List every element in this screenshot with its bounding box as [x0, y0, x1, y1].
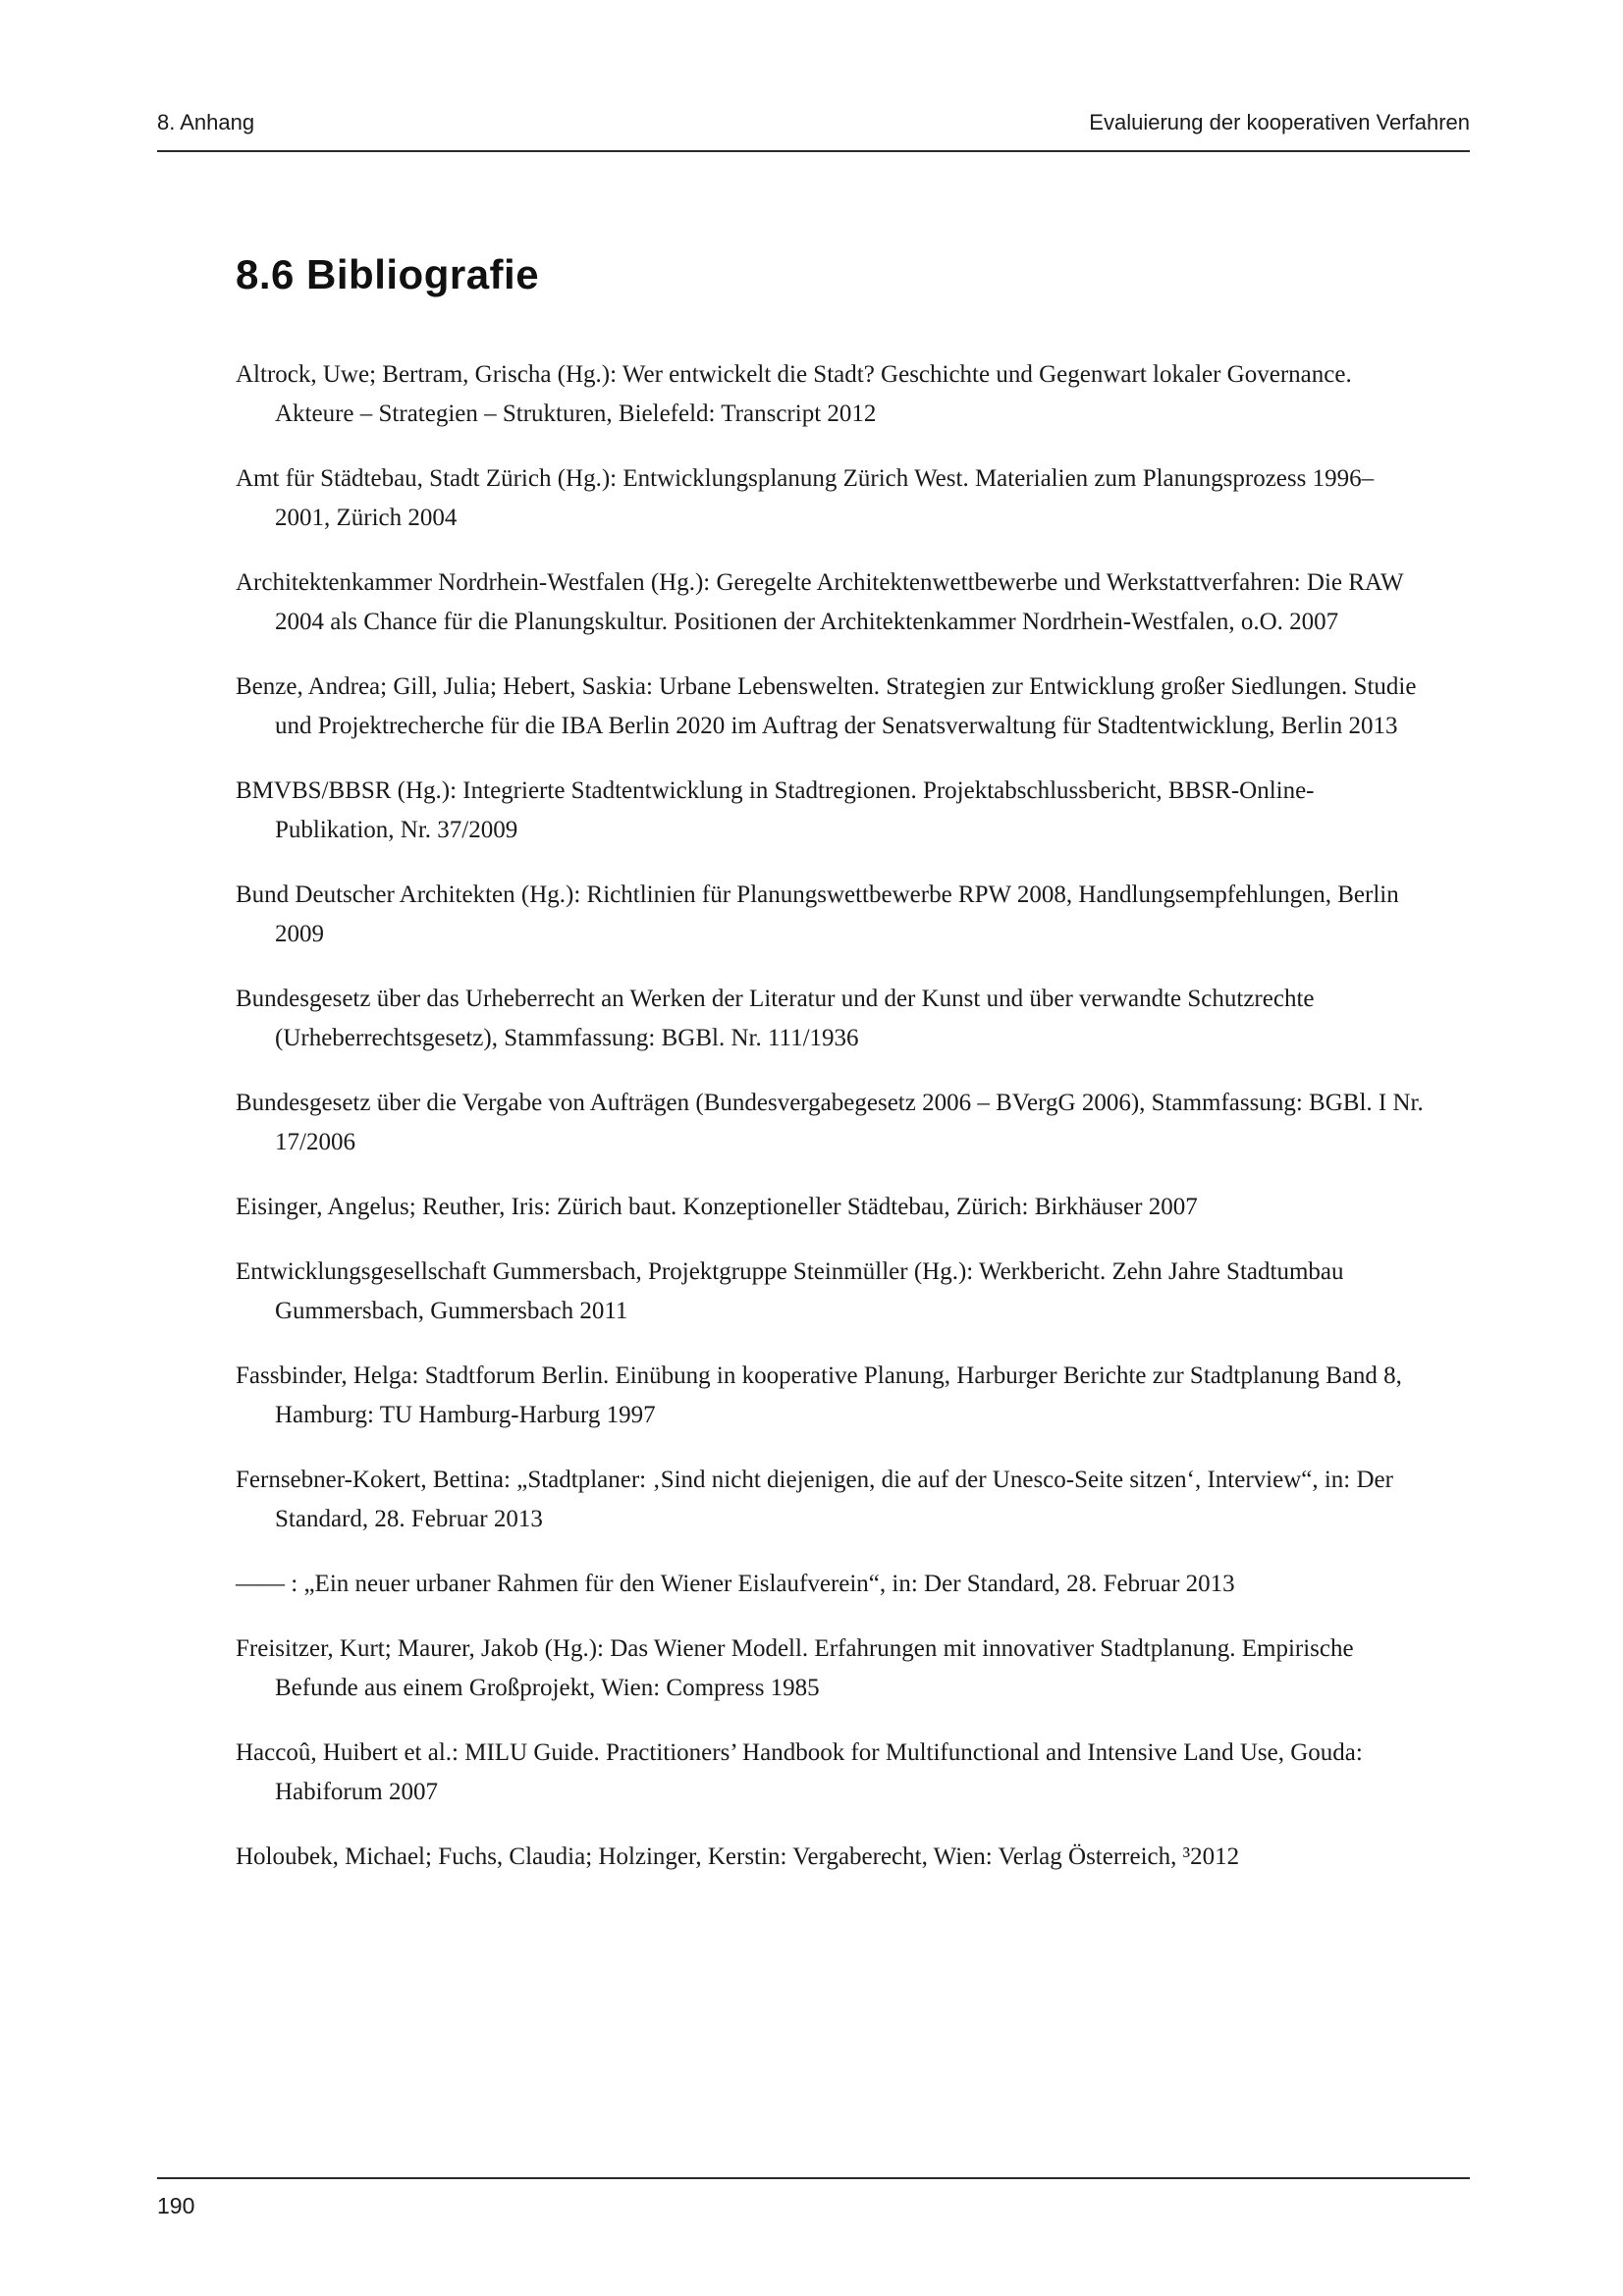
bibliography-entry: Eisinger, Angelus; Reuther, Iris: Zürich baut. Konzeptioneller Städtebau, Zürich: Birkhäuser 2007: [236, 1194, 1198, 1220]
bibliography-entry: Amt für Städtebau, Stadt Zürich (Hg.): Entwicklungsplanung Zürich West. Materialien zum Planungsprozess 1996–2001, Zürich 2004: [236, 465, 1375, 531]
header-left-text: 8. Anhang: [157, 110, 255, 134]
footer-divider: [157, 2177, 1470, 2179]
bibliography-entry: Holoubek, Michael; Fuchs, Claudia; Holzinger, Kerstin: Vergaberecht, Wien: Verlag Österreich, ³2012: [236, 1843, 1240, 1870]
bibliography-entry: Fernsebner-Kokert, Bettina: „Stadtplaner: ‚Sind nicht diejenigen, die auf der Unesco-Seite sitzen‘, Interview“, in: Der Standard, 28. Februar 2013: [236, 1467, 1393, 1532]
bibliography-entry: Bundesgesetz über die Vergabe von Aufträgen (Bundesvergabegesetz 2006 – BVergG 2006), Stammfassung: BGBl. I Nr. 17/2006: [236, 1090, 1424, 1155]
bibliography-entry: Bundesgesetz über das Urheberrecht an Werken der Literatur und der Kunst und über verwandte Schutzrechte (Urheberrechtsgesetz), Stammfassung: BGBl. Nr. 111/1936: [236, 986, 1315, 1051]
bibliography-entry: Fassbinder, Helga: Stadtforum Berlin. Einübung in kooperative Planung, Harburger Berichte zur Stadtplanung Band 8, Hamburg: TU Hamburg-Harburg 1997: [236, 1362, 1402, 1428]
bibliography-entry: —— : „Ein neuer urbaner Rahmen für den Wiener Eislaufverein“, in: Der Standard, 28. Februar 2013: [236, 1571, 1235, 1597]
bibliography-entry: Benze, Andrea; Gill, Julia; Hebert, Saskia: Urbane Lebenswelten. Strategien zur Entwicklung großer Siedlungen. Studie und Projektrecherche für die IBA Berlin 2020 im Auftrag der Senatsverwaltung für Stadtentwicklung, Berlin 2013: [236, 673, 1417, 739]
running-header: [157, 110, 1470, 135]
bibliography-entry: BMVBS/BBSR (Hg.): Integrierte Stadtentwicklung in Stadtregionen. Projektabschlussbericht, BBSR-Online-Publikation, Nr. 37/2009: [236, 777, 1315, 843]
bibliography-entry: Entwicklungsgesellschaft Gummersbach, Projektgruppe Steinmüller (Hg.): Werkbericht. Zehn Jahre Stadtumbau Gummersbach, Gummersbach 2011: [236, 1258, 1344, 1324]
bibliography-entry: Architektenkammer Nordrhein-Westfalen (Hg.): Geregelte Architektenwettbewerbe und Werkstattverfahren: Die RAW 2004 als Chance für die Planungskultur. Positionen der Architektenkammer Nordrhein-Westfalen, o.O. 2007: [236, 569, 1404, 635]
bibliography-list: [236, 355, 1424, 1902]
section-title: 8.6 Bibliografie: [236, 251, 540, 298]
bibliography-entry: Freisitzer, Kurt; Maurer, Jakob (Hg.): Das Wiener Modell. Erfahrungen mit innovativer Stadtplanung. Empirische Befunde aus einem Großprojekt, Wien: Compress 1985: [236, 1635, 1354, 1701]
bibliography-entry: Bund Deutscher Architekten (Hg.): Richtlinien für Planungswettbewerbe RPW 2008, Handlungsempfehlungen, Berlin 2009: [236, 881, 1399, 947]
header-right-text: Evaluierung der kooperativen Verfahren: [1089, 110, 1470, 134]
page-number: 190: [157, 2193, 195, 2218]
bibliography-entry: Haccoû, Huibert et al.: MILU Guide. Practitioners’ Handbook for Multifunctional and Intensive Land Use, Gouda: Habiforum 2007: [236, 1739, 1363, 1805]
header-divider: [157, 150, 1470, 152]
bibliography-entry: Altrock, Uwe; Bertram, Grischa (Hg.): Wer entwickelt die Stadt? Geschichte und Gegenwart lokaler Governance. Akteure – Strategien – Strukturen, Bielefeld: Transcript 2012: [236, 361, 1352, 427]
